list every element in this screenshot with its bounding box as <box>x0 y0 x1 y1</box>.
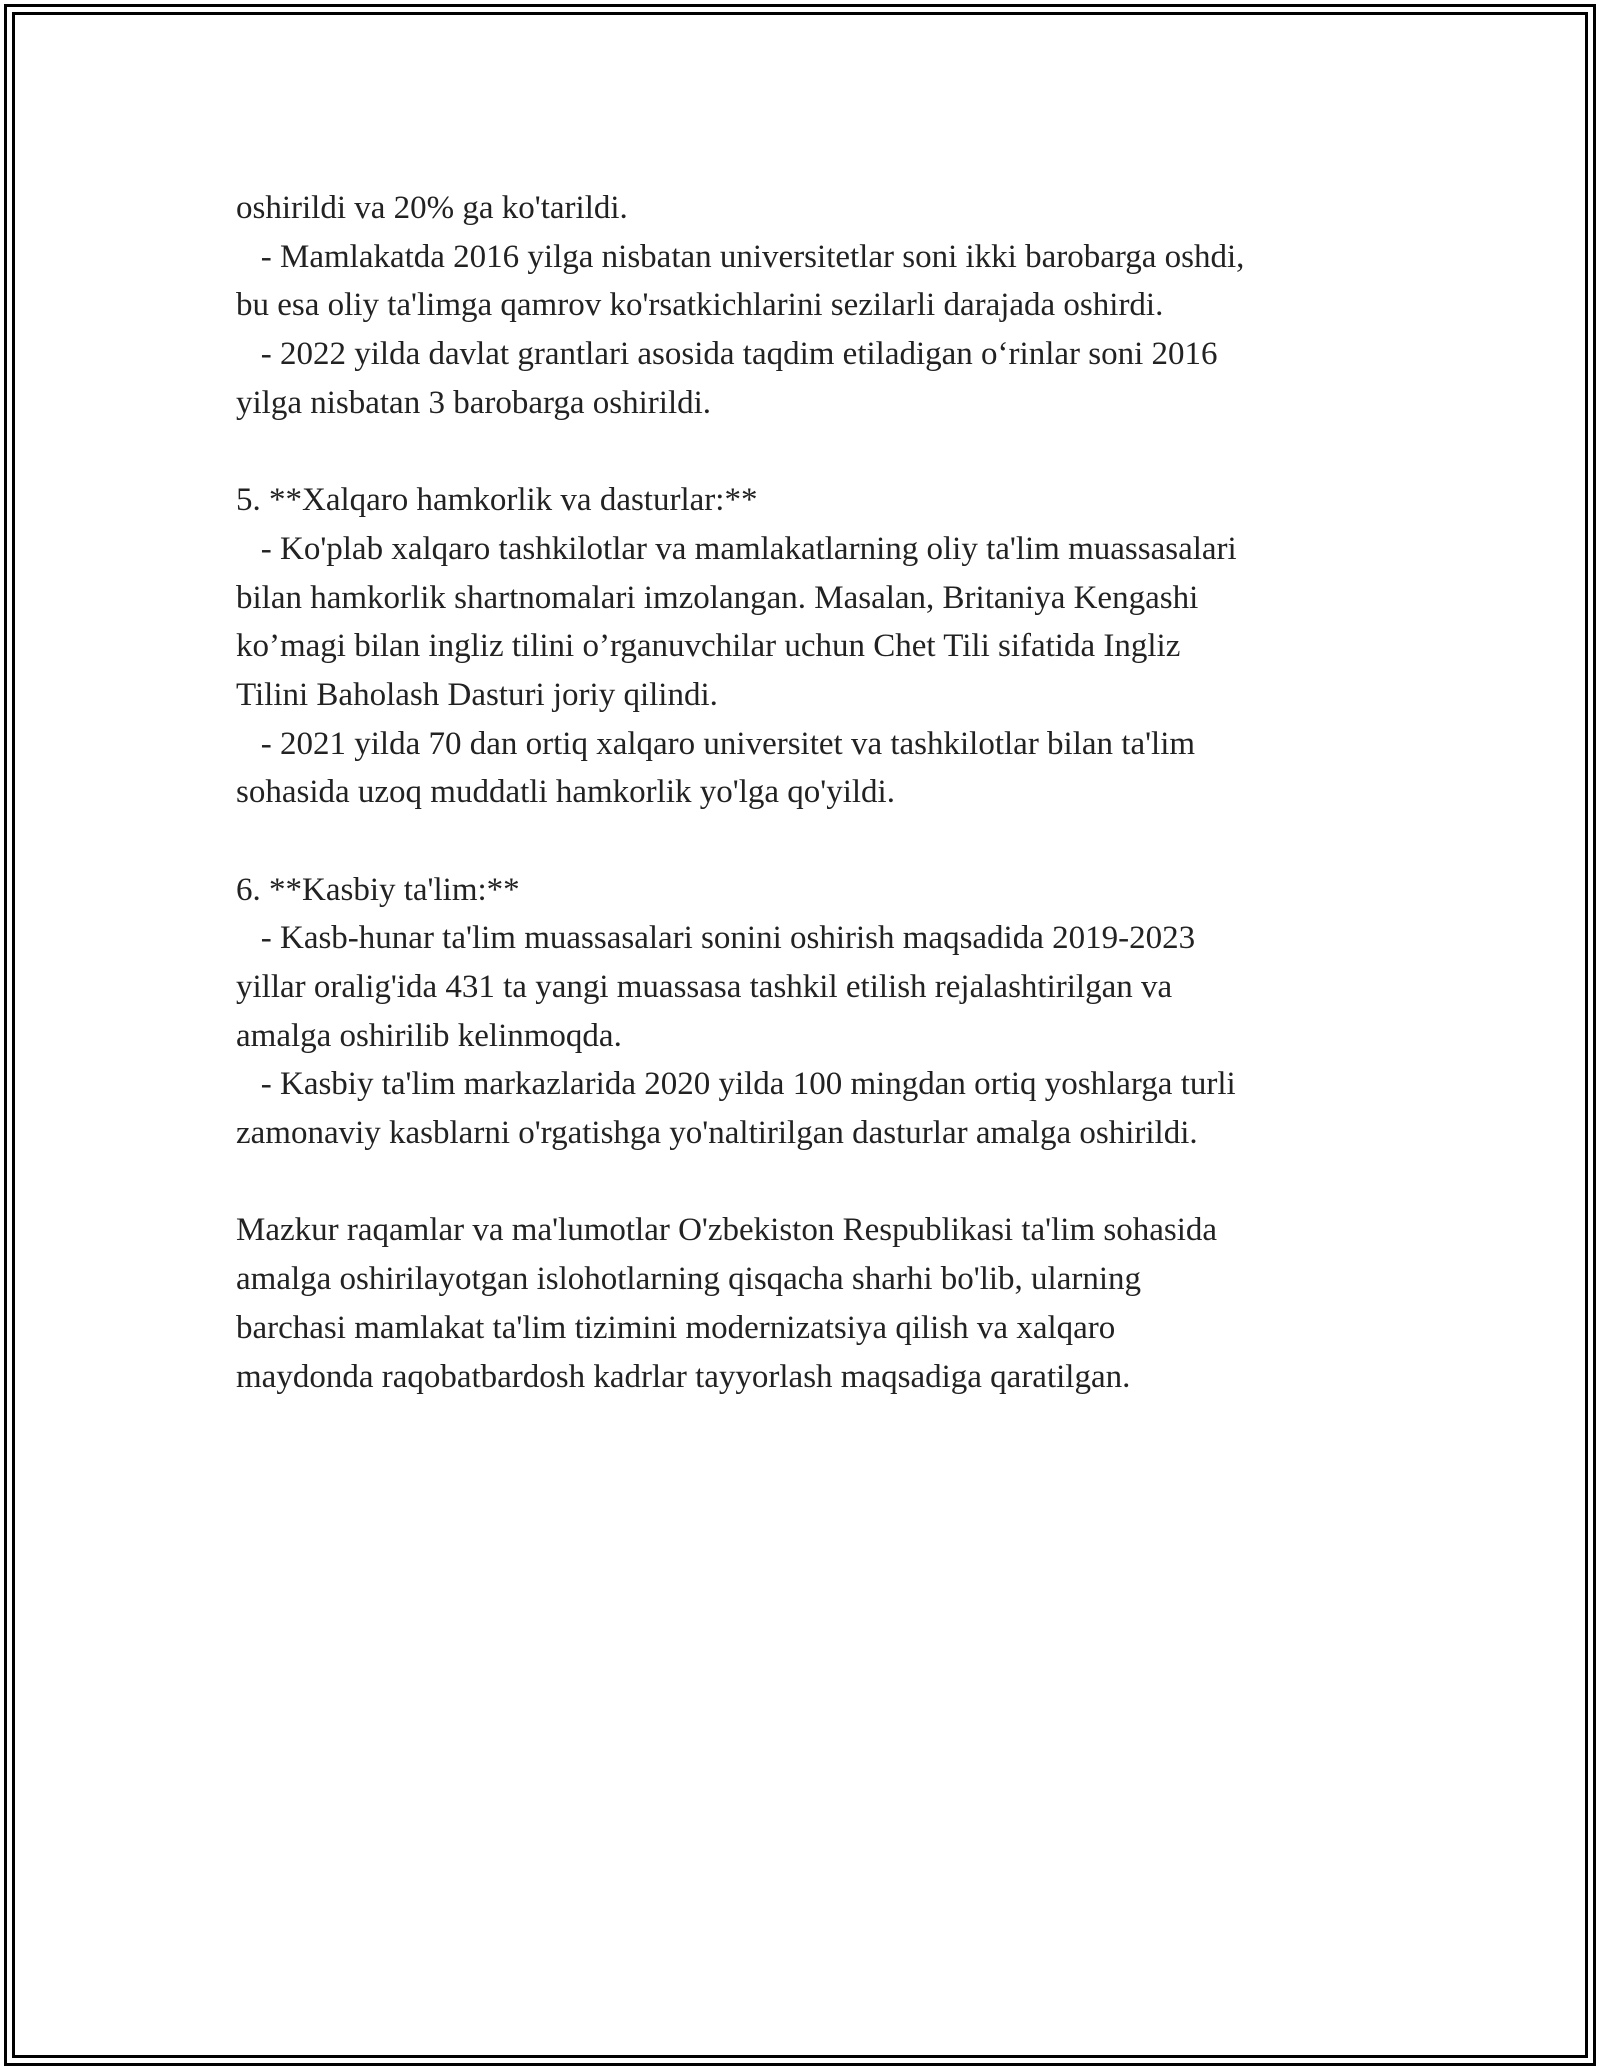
text-line: - Mamlakatda 2016 yilga nisbatan universitetlar soni ikki barobarga oshdi, <box>236 238 1245 275</box>
text-line: bu esa oliy ta'limga qamrov ko'rsatkichlarini sezilarli darajada oshirdi. <box>236 287 1164 324</box>
text-line: - Ko'plab xalqaro tashkilotlar va mamlakatlarning oliy ta'lim muassasalari <box>236 530 1237 567</box>
text-line: - Kasb-hunar ta'lim muassasalari sonini oshirish maqsadida 2019-2023 <box>236 920 1196 957</box>
section-heading: 6. **Kasbiy ta'lim:** <box>236 871 520 908</box>
section-heading: 5. **Xalqaro hamkorlik va dasturlar:** <box>236 482 758 519</box>
text-line: amalga oshirilayotgan islohotlarning qisqacha sharhi bo'lib, ularning <box>236 1261 1142 1298</box>
paragraph-gap <box>236 427 1416 476</box>
text-line: Mazkur raqamlar va ma'lumotlar O'zbekiston Respublikasi ta'lim sohasida <box>236 1212 1218 1249</box>
text-line: yilga nisbatan 3 barobarga oshirildi. <box>236 384 712 421</box>
text-line: - Kasbiy ta'lim markazlarida 2020 yilda 100 mingdan ortiq yoshlarga turli <box>236 1066 1236 1103</box>
text-line: oshirildi va 20% ga ko'tarildi. <box>236 190 628 226</box>
paragraph-gap <box>236 817 1416 866</box>
text-line: amalga oshirilib kelinmoqda. <box>236 1017 622 1054</box>
paragraph-gap <box>236 1158 1416 1207</box>
text-line: zamonaviy kasblarni o'rgatishga yo'naltirilgan dasturlar amalga oshirildi. <box>236 1115 1198 1152</box>
text-line: yillar oralig'ida 431 ta yangi muassasa tashkil etilish rejalashtirilgan va <box>236 969 1173 1005</box>
document-body <box>236 184 1416 1401</box>
text-line: ko’magi bilan ingliz tilini o’rganuvchilar uchun Chet Tili sifatida Ingliz <box>236 628 1181 665</box>
text-line: Tilini Baholash Dasturi joriy qilindi. <box>236 676 718 713</box>
text-line: - 2021 yilda 70 dan ortiq xalqaro universitet va tashkilotlar bilan ta'lim <box>236 725 1196 762</box>
text-line: barchasi mamlakat ta'lim tizimini modernizatsiya qilish va xalqaro <box>236 1309 1116 1346</box>
text-line: sohasida uzoq muddatli hamkorlik yo'lga qo'yildi. <box>236 774 895 811</box>
text-line: bilan hamkorlik shartnomalari imzolangan. Masalan, Britaniya Kengashi <box>236 579 1199 616</box>
text-line: maydonda raqobatbardosh kadrlar tayyorlash maqsadiga qaratilgan. <box>236 1358 1131 1395</box>
text-line: - 2022 yilda davlat grantlari asosida taqdim etiladigan o‘rinlar soni 2016 <box>236 336 1218 373</box>
